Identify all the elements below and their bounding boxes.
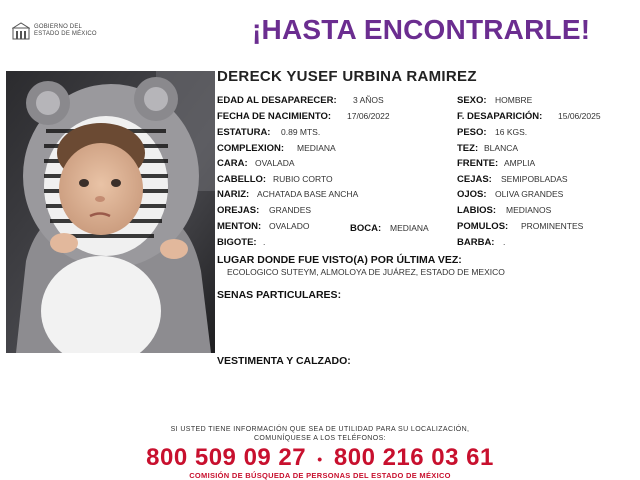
- value-cejas: SEMIPOBLADAS: [501, 174, 568, 184]
- child-photo-illustration: [6, 71, 215, 353]
- person-name: DERECK YUSEF URBINA RAMIREZ: [217, 68, 477, 85]
- field-tez: TEZ: BLANCA: [457, 143, 519, 154]
- value-frente: AMPLIA: [504, 158, 536, 168]
- government-logo: [12, 22, 97, 40]
- field-nariz: NARIZ: ACHATADA BASE ANCHA: [217, 189, 359, 200]
- field-barba: BARBA: .: [457, 237, 506, 248]
- state-emblem-icon: [12, 22, 30, 40]
- field-bigote: BIGOTE: .: [217, 237, 266, 248]
- field-labios: LABIOS: MEDIANOS: [457, 205, 552, 216]
- field-ojos: OJOS: OLIVA GRANDES: [457, 189, 564, 200]
- senas-label-wrap: [217, 290, 341, 301]
- footer-note-2: COMUNÍQUESE A LOS TELÉFONOS:: [253, 435, 387, 442]
- senas-label: SENAS PARTICULARES:: [217, 289, 342, 301]
- field-pomulos: POMULOS: PROMINENTES: [457, 221, 584, 232]
- field-boca: BOCA: MEDIANA: [350, 223, 429, 234]
- value-pomulos: PROMINENTES: [521, 221, 584, 231]
- field-menton: MENTON: OVALADO: [217, 221, 310, 232]
- field-estatura: ESTATURA: 0.89 MTS.: [217, 127, 321, 138]
- vestimenta-label: VESTIMENTA Y CALZADO:: [217, 355, 351, 367]
- value-boca: MEDIANA: [390, 223, 429, 233]
- logo-text: [34, 24, 97, 38]
- value-ojos: OLIVA GRANDES: [495, 189, 564, 199]
- value-labios: MEDIANOS: [506, 205, 552, 215]
- vestimenta-label-wrap: [217, 356, 351, 367]
- lugar-label-wrap: [217, 255, 462, 266]
- headline: ¡HASTA ENCONTRARLE!: [252, 14, 591, 45]
- field-cabello: CABELLO: RUBIO CORTO: [217, 174, 333, 185]
- value-cabello: RUBIO CORTO: [273, 174, 333, 184]
- value-complexion: MEDIANA: [297, 143, 336, 153]
- lugar-value: ECOLOGICO SUTEYM, ALMOLOYA DE JUÁREZ, ESTADO DE MEXICO: [227, 267, 505, 277]
- footer-note-1: SI USTED TIENE INFORMACIÓN QUE SEA DE UTILIDAD PARA SU LOCALIZACIÓN,: [170, 426, 470, 433]
- phone-numbers: [0, 444, 640, 472]
- value-bigote: .: [263, 237, 266, 247]
- logo-line-2: ESTADO DE MÉXICO: [34, 31, 97, 37]
- value-tez: BLANCA: [484, 143, 519, 153]
- logo-line-1: GOBIERNO DEL: [34, 24, 83, 30]
- field-fecha-nacimiento: FECHA DE NACIMIENTO: 17/06/2022: [217, 111, 390, 122]
- field-peso: PESO: 16 KGS.: [457, 127, 528, 138]
- field-edad: EDAD AL DESAPARECER: 3 AÑOS: [217, 95, 384, 106]
- value-peso: 16 KGS.: [495, 127, 528, 137]
- value-fecha-nacimiento: 17/06/2022: [347, 111, 390, 121]
- phone-2: 800 216 03 61: [333, 444, 494, 471]
- missing-person-photo: [6, 71, 215, 353]
- value-menton: OVALADO: [269, 221, 310, 231]
- lugar-label: LUGAR DONDE FUE VISTO(A) POR ÚLTIMA VEZ:: [217, 254, 462, 266]
- field-sexo: SEXO: HOMBRE: [457, 95, 533, 106]
- phone-separator: •: [317, 450, 323, 467]
- field-orejas: OREJAS: GRANDES: [217, 205, 312, 216]
- phone-1: 800 509 09 27: [146, 444, 307, 471]
- field-cejas: CEJAS: SEMIPOBLADAS: [457, 174, 568, 185]
- field-f-desaparicion: F. DESAPARICIÓN: 15/06/2025: [457, 111, 601, 122]
- value-edad: 3 AÑOS: [353, 95, 384, 105]
- value-f-desaparicion: 15/06/2025: [558, 111, 601, 121]
- agency-name: COMISIÓN DE BÚSQUEDA DE PERSONAS DEL ESTADO DE MÉXICO: [189, 471, 451, 480]
- field-frente: FRENTE: AMPLIA: [457, 158, 536, 169]
- field-complexion: COMPLEXION: MEDIANA: [217, 143, 336, 154]
- field-cara: CARA: OVALADA: [217, 158, 295, 169]
- value-estatura: 0.89 MTS.: [281, 127, 321, 137]
- value-barba: .: [503, 237, 506, 247]
- value-orejas: GRANDES: [269, 205, 312, 215]
- value-cara: OVALADA: [255, 158, 295, 168]
- value-nariz: ACHATADA BASE ANCHA: [257, 189, 359, 199]
- value-sexo: HOMBRE: [495, 95, 533, 105]
